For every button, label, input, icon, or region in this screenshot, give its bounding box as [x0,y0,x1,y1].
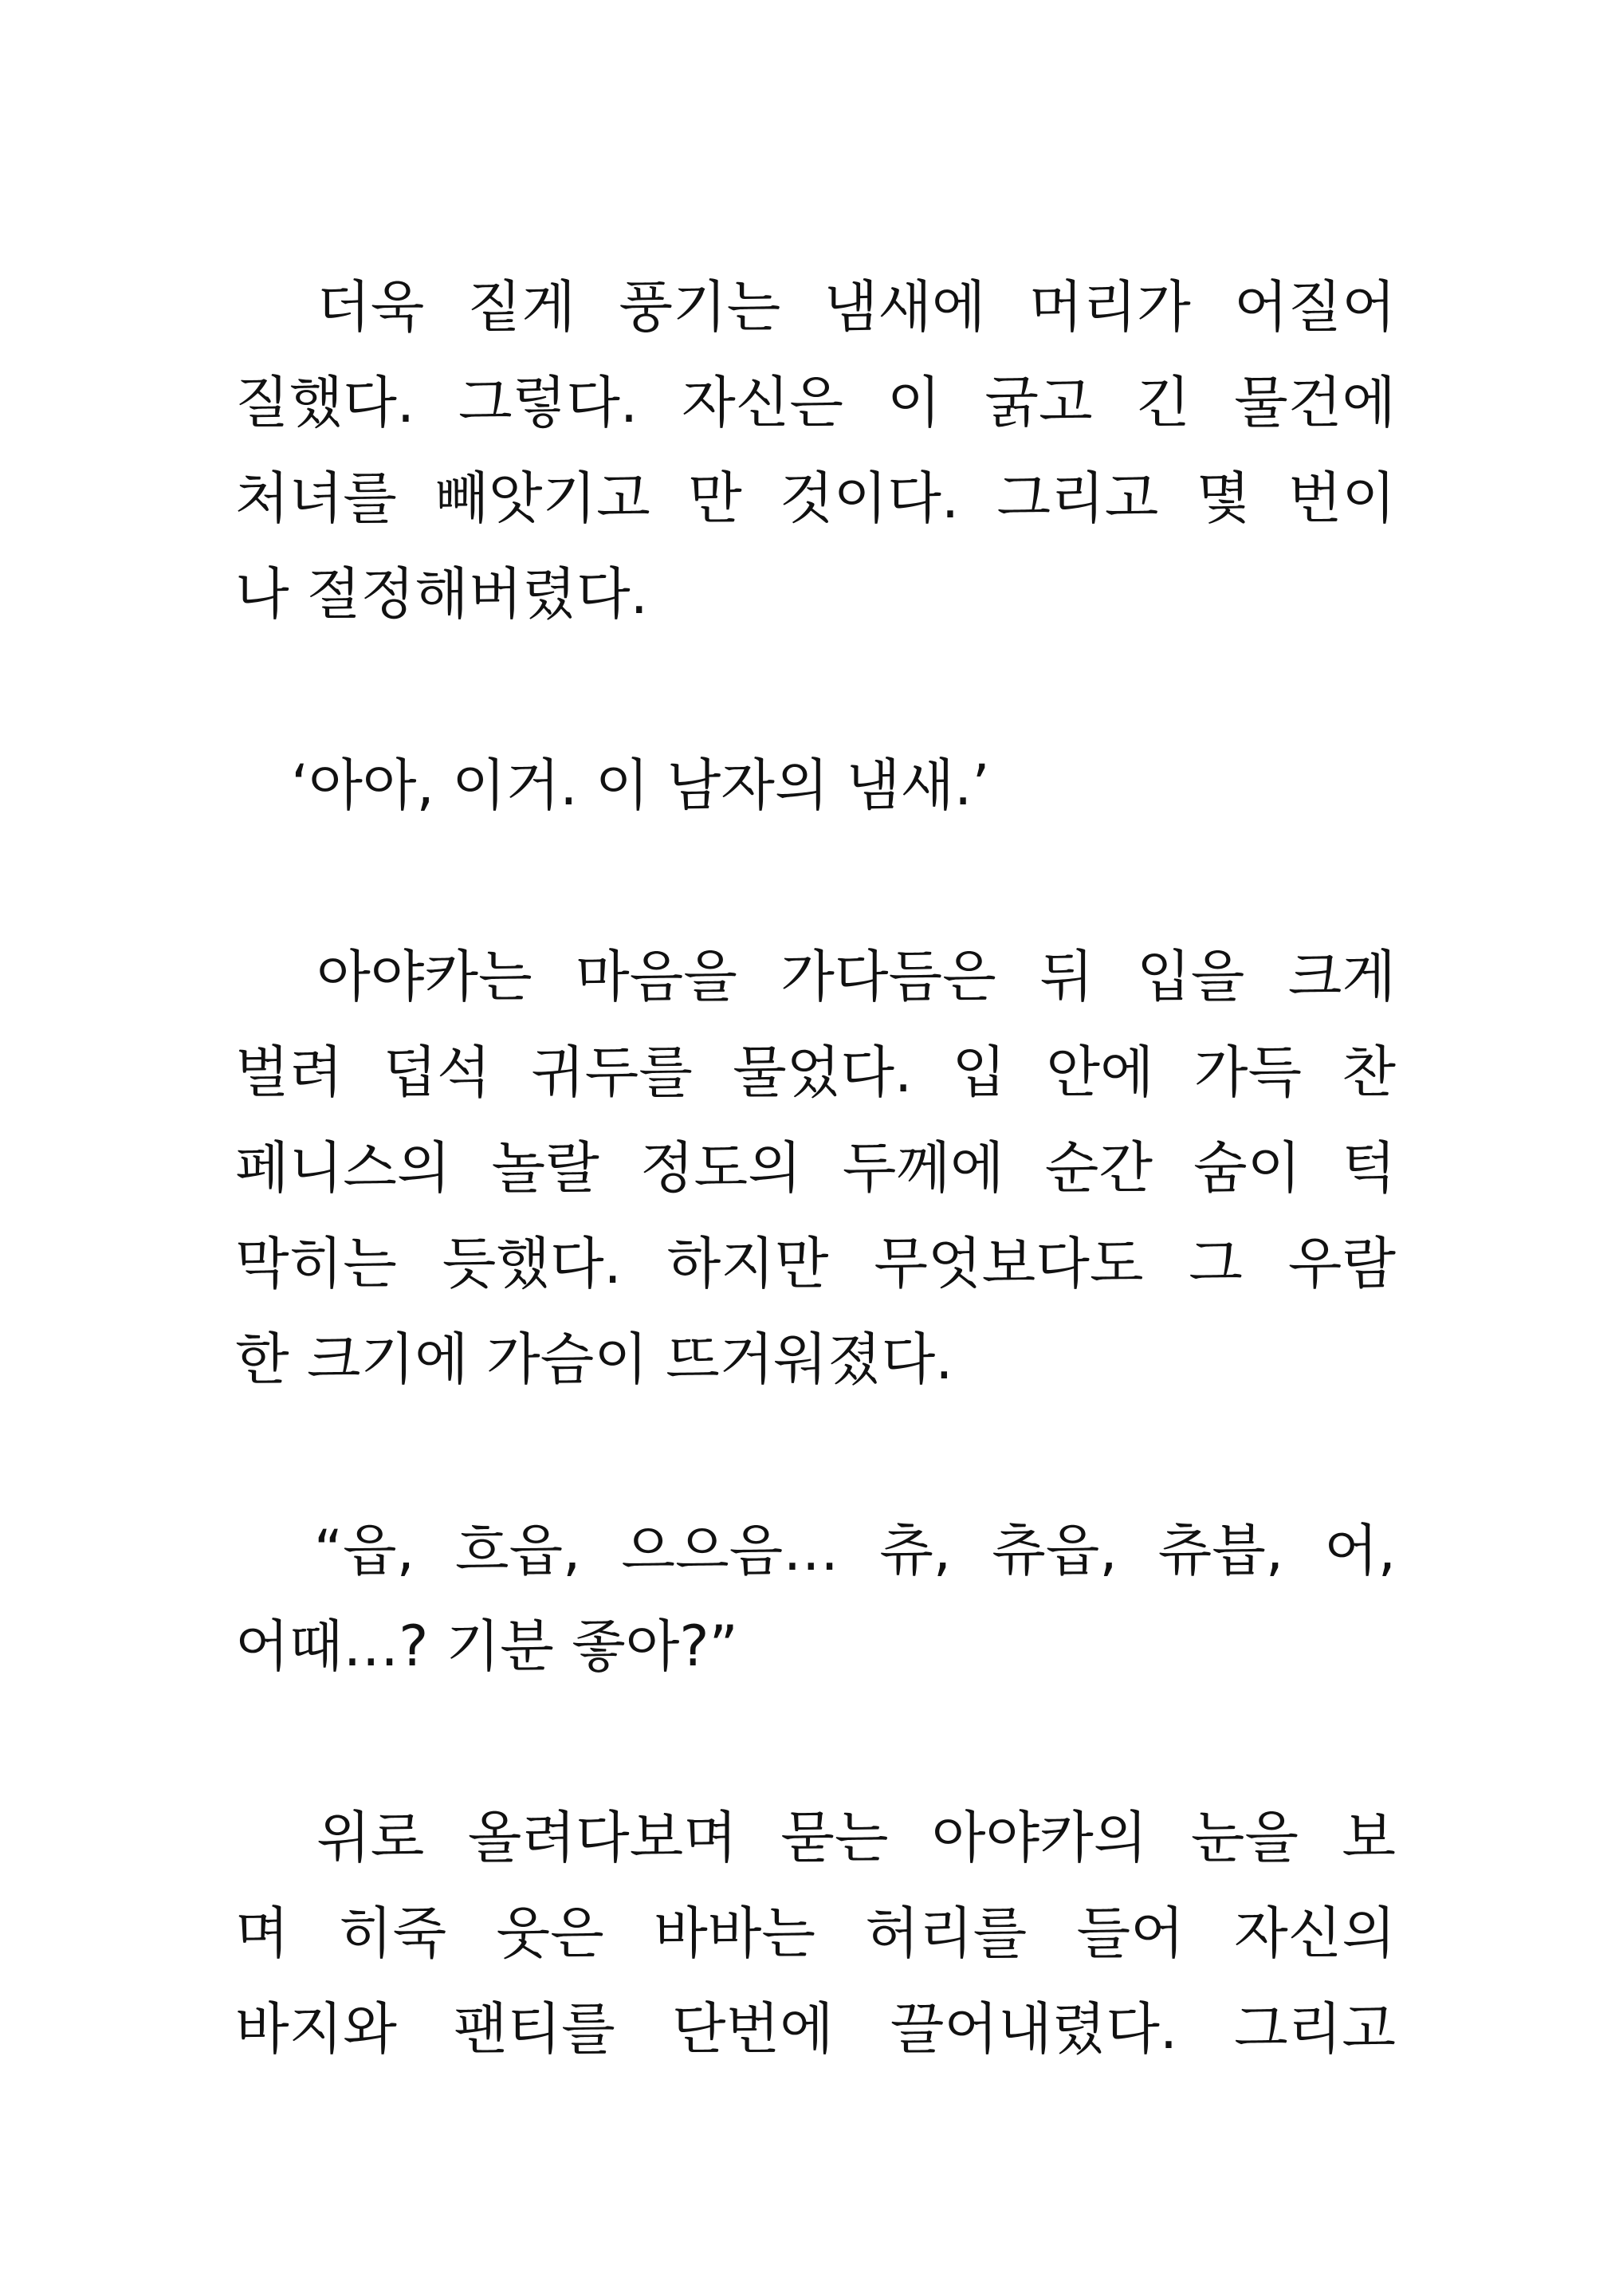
text-line: 아야카는 마음을 가다듬은 뒤 입을 크게 [235,944,1396,1009]
text-line: 위로 올려다보며 묻는 아야카의 눈을 보 [235,1805,1396,1870]
text-line: 처녀를 빼앗기고 만 것이다. 그리고 몇 번이 [235,466,1396,531]
text-line: 벌려 덥석 귀두를 물었다. 입 안에 가득 찬 [235,1040,1396,1105]
text-line: 며 히죽 웃은 바바는 허리를 들어 자신의 [235,1901,1396,1966]
text-line: 한 크기에 가슴이 뜨거워졌다. [235,1327,953,1392]
text-line: 더욱 짙게 풍기는 냄새에 머리가 어질어 [235,274,1396,340]
text-line: 질했다. 그렇다. 자신은 이 굵고 긴 물건에 [235,370,1396,435]
text-line: 나 절정해버렸다. [235,561,648,627]
text-line: 막히는 듯했다. 하지만 무엇보다도 그 우람 [235,1231,1396,1296]
text-line: 바지와 팬티를 단번에 끌어내렸다. 그리고 [235,1996,1396,2062]
text-line: 어때…? 기분 좋아?” [235,1614,738,1679]
text-line: ‘아아, 이거. 이 남자의 냄새.’ [235,753,990,818]
text-line: “읍, 흐읍, 으으음… 츄, 츄읍, 츄븝, 어, [235,1518,1396,1583]
text-line: 페니스의 놀랄 정도의 두께에 순간 숨이 턱 [235,1135,1396,1201]
